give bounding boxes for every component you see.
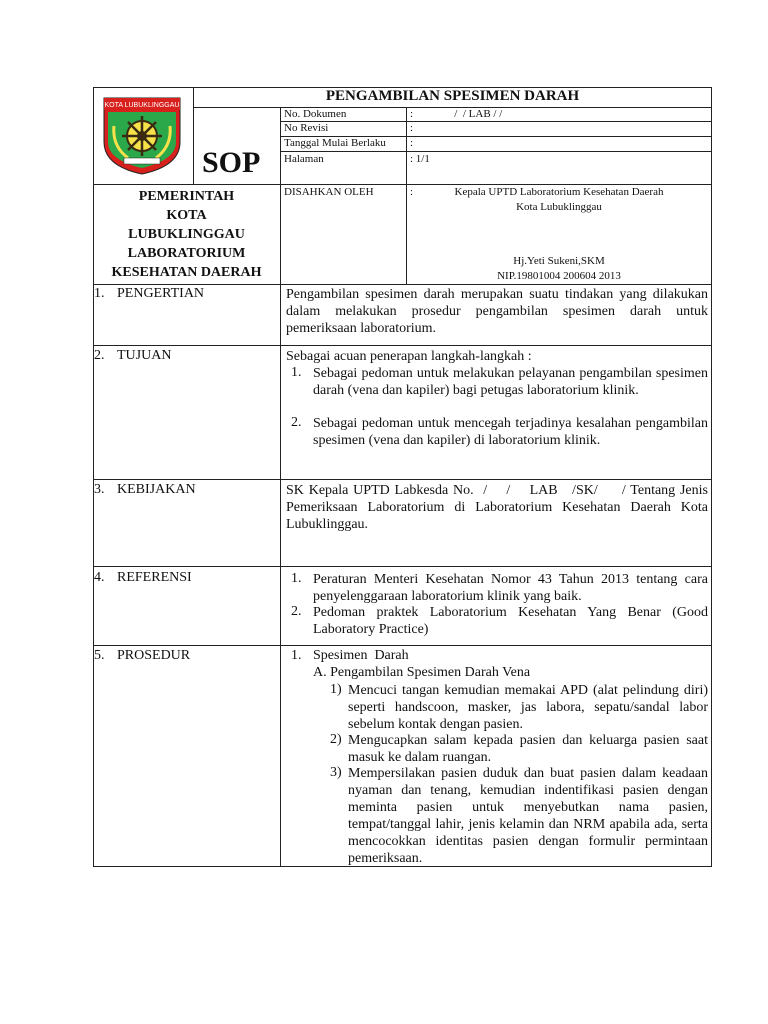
section-divider-5 <box>93 645 712 646</box>
field-label-tanggal: Tanggal Mulai Berlaku <box>284 137 386 149</box>
section-number-5: 5. <box>94 648 105 663</box>
org-line-2: KOTA <box>166 208 207 223</box>
approval-nip: NIP.19801004 200604 2013 <box>497 270 621 282</box>
approval-name: Hj.Yeti Sukeni,SKM <box>513 255 605 267</box>
org-line-5: KESEHATAN DAERAH <box>111 265 262 280</box>
section-label-prosedur: PROSEDUR <box>117 648 191 663</box>
org-line-1: PEMERINTAH <box>138 189 235 204</box>
field-label-dokumen: No. Dokumen <box>284 108 347 120</box>
prosedur-step-3-number: 3) <box>330 765 342 780</box>
tujuan-intro: Sebagai acuan penerapan langkah-langkah : <box>286 349 532 364</box>
section-label-referensi: REFERENSI <box>117 570 192 585</box>
section-label-pengertian: PENGERTIAN <box>117 286 205 301</box>
approval-divider <box>93 284 712 285</box>
prosedur-step-1: Mencuci tangan kemudian memakai APD (alat pelindung diri) seperti handscoon, masker, jas labora, sepatu/sandal labor sebelum kontak dengan pasien. <box>348 683 708 732</box>
section-number-2: 2. <box>94 348 105 363</box>
tujuan-item-1-number: 1. <box>291 365 302 380</box>
approval-label: DISAHKAN OLEH <box>284 186 374 198</box>
org-line-3: LUBUKLINGGAU <box>128 227 245 242</box>
field-value-halaman: : 1/1 <box>410 153 430 165</box>
prosedur-step-1-number: 1) <box>330 682 342 697</box>
prosedur-step-2: Mengucapkan salam kepada pasien dan keluarga pasien saat masuk ke dalam ruangan. <box>348 733 708 765</box>
field-value-revisi: : <box>410 122 414 134</box>
field-divider-3 <box>280 151 712 152</box>
tujuan-item-1: Sebagai pedoman untuk melakukan pelayanan pengambilan spesimen darah (vena dan kapiler) bagi petugas laboratorium klinik. <box>313 366 708 398</box>
emblem-text: KOTA LUBUKLINGGAU <box>104 102 180 109</box>
section-divider-3 <box>93 479 712 480</box>
prosedur-sub-a: A. Pengambilan Spesimen Darah Vena <box>313 665 531 680</box>
section-label-kebijakan: KEBIJAKAN <box>117 482 196 497</box>
prosedur-step-3: Mempersilakan pasien duduk dan buat pasien dalam keadaan nyaman dan tenang, kemudian indentifikasi pasien dengan meminta pasien untuk menyebutkan nama pasien, tempat/tanggal lahir, jenis kelamin dan NRM apabila ada, serta mencocokkan identitas pasien dengan formulir permintaan pemeriksaan. <box>348 766 708 866</box>
section-label-tujuan: TUJUAN <box>117 348 172 363</box>
label-column-divider <box>280 107 281 867</box>
header-divider <box>93 184 712 185</box>
kebijakan-text: SK Kepala UPTD Labkesda No. / / LAB /SK/ / Tentang Jenis Pemeriksaan Laboratorium di Laboratorium Kesehatan Daerah Kota Lubuklinggau. <box>286 483 712 532</box>
field-value-dokumen: : / / LAB / / <box>410 108 503 120</box>
tujuan-item-2-number: 2. <box>291 415 302 430</box>
referensi-item-1: Peraturan Menteri Kesehatan Nomor 43 Tahun 2013 tentang cara penyelenggaraan laboratorium klinik yang baik. <box>313 572 708 604</box>
field-value-tanggal: : <box>410 137 414 149</box>
document-title: PENGAMBILAN SPESIMEN DARAH <box>325 88 580 104</box>
tujuan-item-2: Sebagai pedoman untuk mencegah terjadinya kesalahan pengambilan spesimen (vena dan kapiler) di laboratorium klinik. <box>313 416 708 448</box>
section-divider-2 <box>93 345 712 346</box>
referensi-item-2-number: 2. <box>291 604 302 619</box>
referensi-item-2: Pedoman praktek Laboratorium Kesehatan Yang Benar (Good Laboratory Practice) <box>313 605 708 637</box>
referensi-item-1-number: 1. <box>291 571 302 586</box>
section-number-3: 3. <box>94 482 105 497</box>
sop-label: SOP <box>202 146 261 179</box>
field-divider-1 <box>280 121 712 122</box>
approval-colon: : <box>410 186 414 198</box>
approval-line-2: Kota Lubuklinggau <box>516 201 602 213</box>
field-label-revisi: No Revisi <box>284 122 329 134</box>
prosedur-item-1: Spesimen Darah <box>313 648 409 663</box>
approval-line-1: Kepala UPTD Laboratorium Kesehatan Daerah <box>454 186 664 198</box>
section-number-4: 4. <box>94 570 105 585</box>
pengertian-text: Pengambilan spesimen darah merupakan suatu tindakan yang dilakukan dalam melakukan prosedur pengambilan spesimen darah untuk pemeriksaan laboratorium. <box>286 287 708 336</box>
prosedur-item-1-number: 1. <box>291 648 302 663</box>
city-emblem-icon <box>102 96 182 176</box>
prosedur-step-2-number: 2) <box>330 732 342 747</box>
org-line-4: LABORATORIUM <box>127 246 246 261</box>
field-label-halaman: Halaman <box>284 153 324 165</box>
section-number-1: 1. <box>94 286 105 301</box>
section-divider-4 <box>93 566 712 567</box>
